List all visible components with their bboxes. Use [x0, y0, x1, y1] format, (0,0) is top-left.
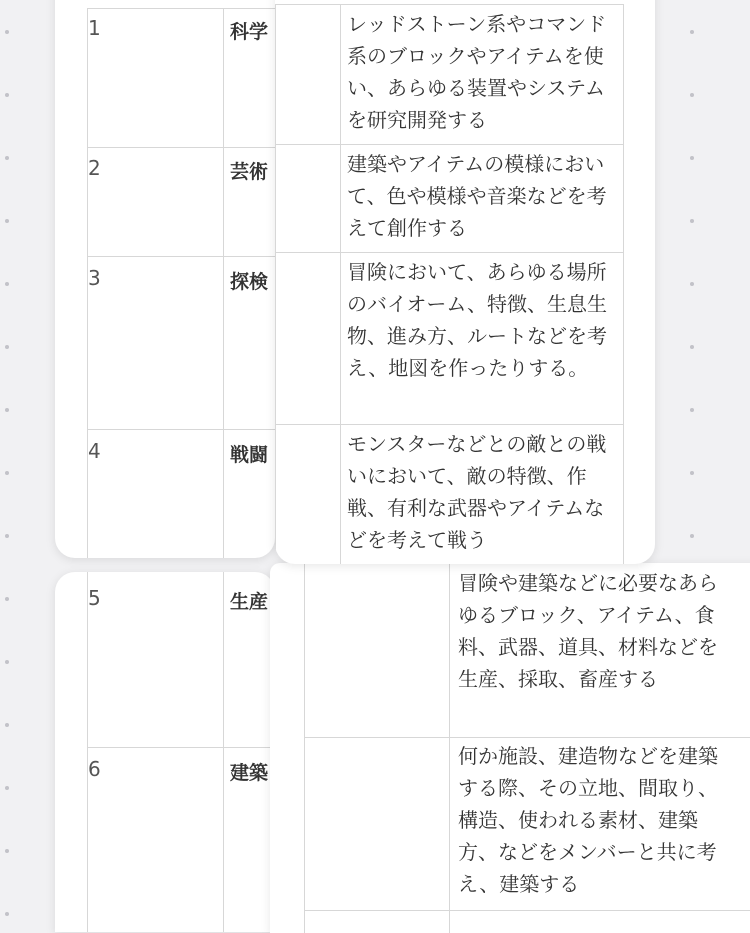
- background-dot: [5, 597, 9, 601]
- background-dot: [5, 282, 9, 286]
- row-number: 1: [88, 16, 101, 40]
- row-number: 6: [88, 757, 101, 781]
- row-category: 生産: [230, 591, 269, 613]
- background-dot: [690, 534, 694, 538]
- row-category: 戦闘: [230, 444, 269, 466]
- row-category: 探検: [230, 271, 269, 293]
- row-description: 冒険において、あらゆる場所のバイオーム、特徴、生息生物、進み方、ルートなどを考え、地図を作ったりする。: [347, 260, 607, 380]
- background-dot: [690, 219, 694, 223]
- row-description: 冒険や建築などに必要なあらゆるブロック、アイテム、食料、武器、道具、材料などを生産、採取、畜産する: [458, 571, 718, 691]
- row-category: 芸術: [230, 161, 269, 183]
- table-card-right-top: [275, 0, 655, 564]
- table-card-right-bottom: [270, 563, 750, 933]
- background-dot: [5, 534, 9, 538]
- background-dot: [5, 786, 9, 790]
- background-dot: [690, 282, 694, 286]
- background-dot: [5, 723, 9, 727]
- row-category: 科学: [230, 21, 269, 43]
- background-dot: [5, 30, 9, 34]
- row-description: モンスターなどとの敵との戦いにおいて、敵の特徴、作戦、有利な武器やアイテムなどを考えて戦う: [347, 432, 607, 552]
- row-number: 5: [88, 586, 101, 610]
- table-card-left-top: [55, 0, 275, 558]
- background-dot: [5, 156, 9, 160]
- background-dot: [690, 93, 694, 97]
- background-dot: [690, 156, 694, 160]
- background-dot: [5, 93, 9, 97]
- background-dot: [5, 408, 9, 412]
- background-dot: [690, 345, 694, 349]
- table-card-left-bottom: [55, 572, 275, 932]
- background-dot: [5, 471, 9, 475]
- background-dot: [5, 219, 9, 223]
- row-description: レッドストーン系やコマンド系のブロックやアイテムを使い、あらゆる装置やシステムを研究開発する: [347, 12, 607, 132]
- background-dot: [5, 345, 9, 349]
- background-dot: [690, 471, 694, 475]
- background-dot: [690, 30, 694, 34]
- background-dot: [5, 660, 9, 664]
- background-dot: [690, 408, 694, 412]
- row-description: 何か施設、建造物などを建築する際、その立地、間取り、構造、使われる素材、建築方、などをメンバーと共に考え、建築する: [458, 744, 718, 896]
- row-description: 建築やアイテムの模様において、色や模様や音楽などを考えて創作する: [347, 152, 607, 240]
- background-dot: [5, 849, 9, 853]
- row-number: 2: [88, 156, 101, 180]
- row-number: 3: [88, 266, 101, 290]
- row-number: 4: [88, 439, 101, 463]
- row-category: 建築: [230, 762, 269, 784]
